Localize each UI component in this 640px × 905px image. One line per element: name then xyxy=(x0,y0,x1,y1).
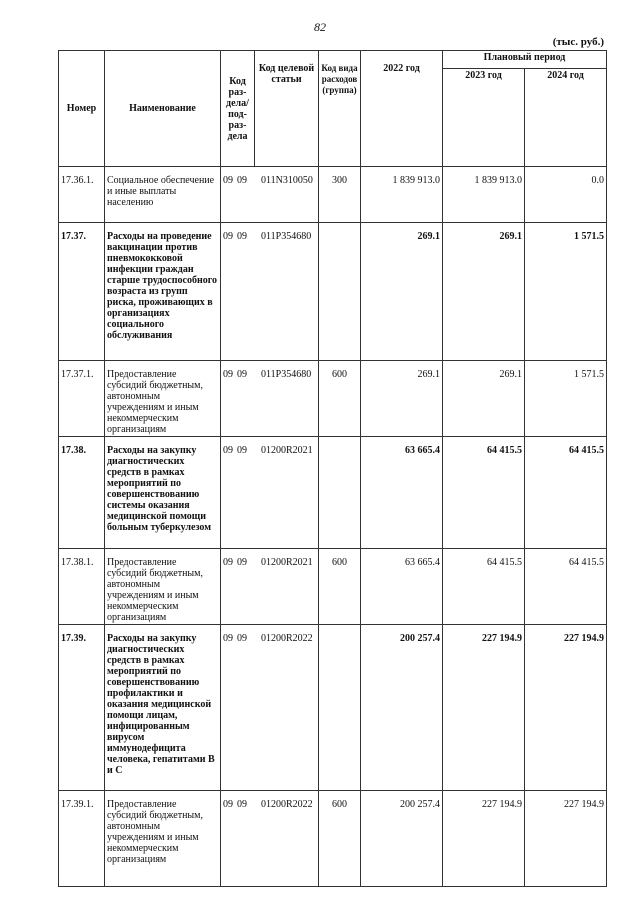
row-value-2022: 63 665.4 xyxy=(361,549,443,625)
row-name: Расходы на проведение вакцинации против пневмококковой инфекции граждан старше трудоспособного возраста из групп риска, проживающих в организациях социального обслуживания xyxy=(105,223,221,361)
row-value-2024: 1 571.5 xyxy=(525,361,607,437)
table-row xyxy=(59,625,607,791)
row-target-code: 01200R2021 xyxy=(261,445,313,456)
row-expense-code: 600 xyxy=(319,549,361,625)
row-value-2024: 0.0 xyxy=(525,167,607,223)
row-subsection: 09 xyxy=(237,445,247,456)
row-name: Социальное обеспечение и иные выплаты населению xyxy=(105,167,221,223)
row-section: 09 xyxy=(223,369,233,380)
row-name: Предоставление субсидий бюджетным, автономным учреждениям и иным некоммерческим организациям xyxy=(105,361,221,437)
row-codes xyxy=(221,437,319,549)
row-section: 09 xyxy=(223,633,233,644)
row-value-2023: 227 194.9 xyxy=(443,791,525,887)
header-number: Номер xyxy=(59,51,105,167)
row-value-2024: 64 415.5 xyxy=(525,437,607,549)
row-expense-code xyxy=(319,437,361,549)
row-codes xyxy=(221,625,319,791)
row-section: 09 xyxy=(223,231,233,242)
row-section: 09 xyxy=(223,175,233,186)
row-expense-code: 600 xyxy=(319,791,361,887)
row-name: Расходы на закупку диагностических средств в рамках мероприятий по совершенствованию системы оказания медицинской помощи больным туберкулезом xyxy=(105,437,221,549)
table-body xyxy=(59,167,607,887)
row-name: Расходы на закупку диагностических средств в рамках мероприятий по совершенствованию профилактики и оказания медицинской помощи лицам, инфицированным вирусом иммунодефицита человека, гепатитами B и C xyxy=(105,625,221,791)
row-name: Предоставление субсидий бюджетным, автономным учреждениям и иным некоммерческим организациям xyxy=(105,549,221,625)
row-number: 17.38. xyxy=(59,437,105,549)
header-expense-code: Код вида расходов (группа) xyxy=(319,51,361,167)
row-target-code: 011N310050 xyxy=(261,175,313,186)
table-row xyxy=(59,223,607,361)
row-value-2023: 1 839 913.0 xyxy=(443,167,525,223)
row-subsection: 09 xyxy=(237,231,247,242)
header-target-code: Код целевой статьи xyxy=(255,51,319,167)
row-target-code: 011P354680 xyxy=(261,369,312,380)
header-planned-period: Плановый период xyxy=(443,51,607,69)
row-value-2022: 269.1 xyxy=(361,361,443,437)
row-target-code: 011P354680 xyxy=(261,231,312,242)
table-row xyxy=(59,361,607,437)
header-name: Наименование xyxy=(105,51,221,167)
row-expense-code xyxy=(319,625,361,791)
row-target-code: 01200R2021 xyxy=(261,557,313,568)
header-year-2023: 2023 год xyxy=(443,69,525,167)
row-number: 17.37. xyxy=(59,223,105,361)
row-section: 09 xyxy=(223,445,233,456)
row-target-code: 01200R2022 xyxy=(261,633,313,644)
header-year-2022: 2022 год xyxy=(361,51,443,167)
row-value-2024: 1 571.5 xyxy=(525,223,607,361)
row-name: Предоставление субсидий бюджетным, автономным учреждениям и иным некоммерческим организациям xyxy=(105,791,221,887)
row-number: 17.38.1. xyxy=(59,549,105,625)
row-number: 17.39. xyxy=(59,625,105,791)
row-expense-code xyxy=(319,223,361,361)
table-row xyxy=(59,437,607,549)
row-value-2023: 64 415.5 xyxy=(443,549,525,625)
row-value-2024: 64 415.5 xyxy=(525,549,607,625)
row-value-2023: 64 415.5 xyxy=(443,437,525,549)
row-value-2023: 269.1 xyxy=(443,223,525,361)
row-expense-code: 300 xyxy=(319,167,361,223)
row-value-2022: 63 665.4 xyxy=(361,437,443,549)
row-value-2023: 269.1 xyxy=(443,361,525,437)
row-value-2024: 227 194.9 xyxy=(525,791,607,887)
row-value-2022: 200 257.4 xyxy=(361,791,443,887)
row-subsection: 09 xyxy=(237,557,247,568)
header-section-code: Код раз-дела/ под-раз-дела xyxy=(221,51,255,167)
row-codes xyxy=(221,223,319,361)
row-codes xyxy=(221,549,319,625)
row-value-2022: 200 257.4 xyxy=(361,625,443,791)
page-number: 82 xyxy=(314,20,326,34)
row-subsection: 09 xyxy=(237,369,247,380)
row-value-2022: 1 839 913.0 xyxy=(361,167,443,223)
row-expense-code: 600 xyxy=(319,361,361,437)
header-year-2024: 2024 год xyxy=(525,69,607,167)
row-section: 09 xyxy=(223,799,233,810)
row-number: 17.36.1. xyxy=(59,167,105,223)
row-value-2022: 269.1 xyxy=(361,223,443,361)
row-subsection: 09 xyxy=(237,633,247,644)
row-target-code: 01200R2022 xyxy=(261,799,313,810)
table-header xyxy=(59,51,607,167)
row-value-2023: 227 194.9 xyxy=(443,625,525,791)
row-number: 17.37.1. xyxy=(59,361,105,437)
row-subsection: 09 xyxy=(237,175,247,186)
units-label: (тыс. руб.) xyxy=(552,36,604,48)
row-codes xyxy=(221,361,319,437)
table-row xyxy=(59,167,607,223)
table-row xyxy=(59,549,607,625)
row-codes xyxy=(221,791,319,887)
row-value-2024: 227 194.9 xyxy=(525,625,607,791)
row-subsection: 09 xyxy=(237,799,247,810)
row-section: 09 xyxy=(223,557,233,568)
budget-table xyxy=(58,50,607,887)
row-codes xyxy=(221,167,319,223)
row-number: 17.39.1. xyxy=(59,791,105,887)
table-row xyxy=(59,791,607,887)
